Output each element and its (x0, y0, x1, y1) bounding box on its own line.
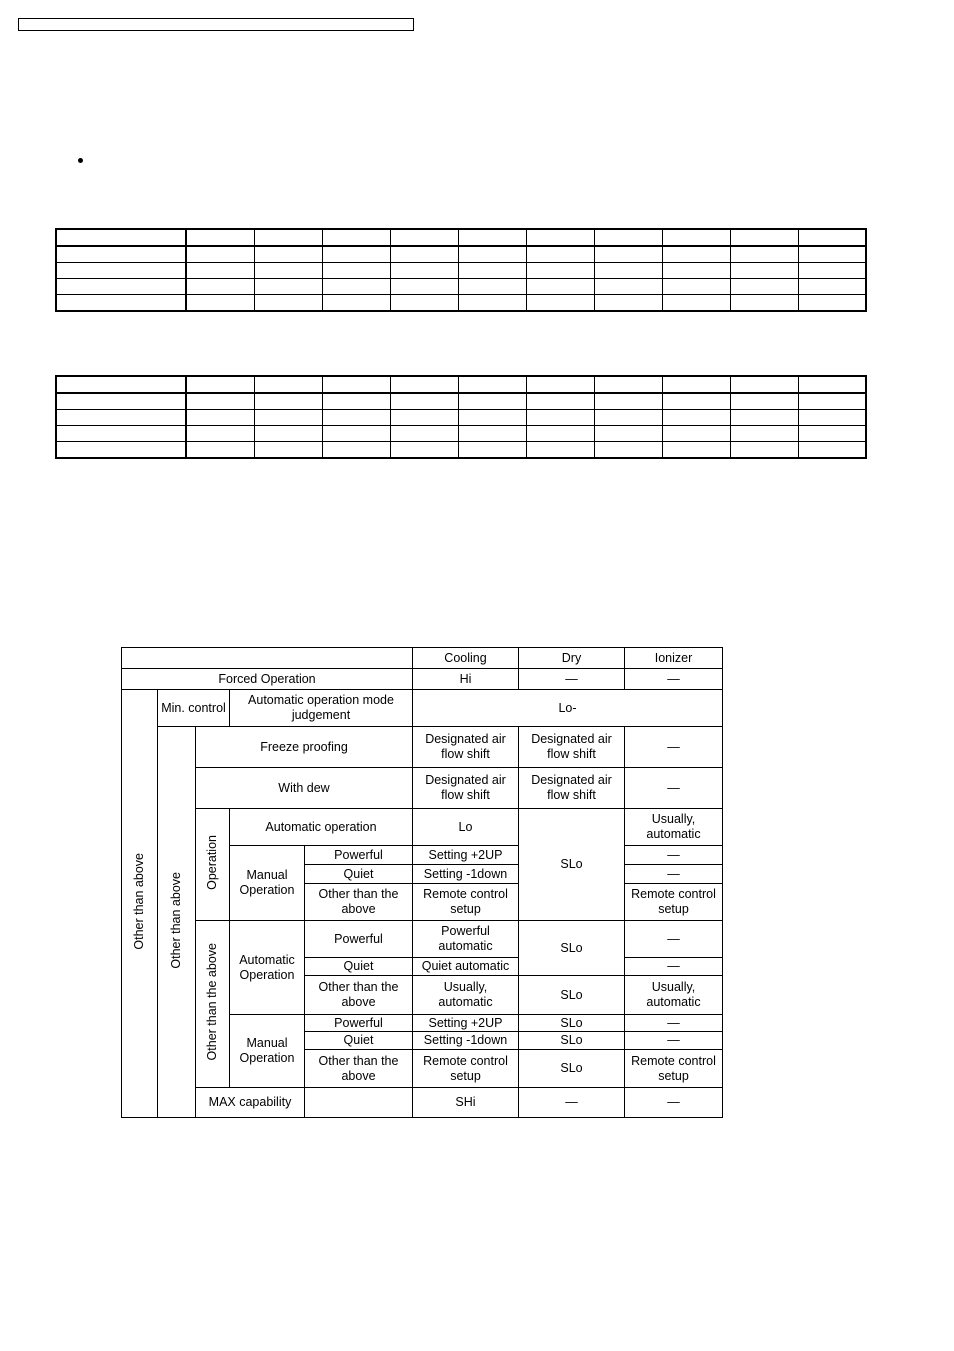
oo-other-cooling: Usually, automatic (413, 976, 519, 1015)
manual-operation-label: Manual Operation (230, 846, 305, 921)
forced-dry: — (519, 669, 625, 690)
op-powerful-ionizer: — (625, 846, 723, 865)
max-ionizer: — (625, 1088, 723, 1118)
header-ionizer: Ionizer (625, 648, 723, 669)
automatic-operation-label: Automatic operation (230, 809, 413, 846)
fan-speed-table (121, 647, 723, 1118)
header-blank (122, 648, 413, 669)
auto-op-ionizer: Usually, automatic (625, 809, 723, 846)
operation-group-label: Operation (196, 809, 230, 921)
max-cooling: SHi (413, 1088, 519, 1118)
m-quiet-ionizer: — (625, 1032, 723, 1050)
m-other-ionizer: Remote control setup (625, 1050, 723, 1088)
oo-auto-dry: SLo (519, 921, 625, 976)
op-powerful-cooling: Setting +2UP (413, 846, 519, 865)
freeze-dry: Designated air flow shift (519, 727, 625, 768)
bullet-point (78, 158, 83, 163)
empty-table-bottom (55, 375, 867, 459)
manual-operation-label-2: Manual Operation (230, 1015, 305, 1088)
operation-dry: SLo (519, 809, 625, 921)
m-other-cooling: Remote control setup (413, 1050, 519, 1088)
inner-group-label: Other than above (158, 727, 196, 1118)
op-other-ionizer: Remote control setup (625, 884, 723, 921)
oo-other-dry: SLo (519, 976, 625, 1015)
min-control-condition: Automatic operation mode judgement (230, 690, 413, 727)
freeze-proofing-label: Freeze proofing (196, 727, 413, 768)
m-quiet-label: Quiet (305, 1032, 413, 1050)
min-control-label: Min. control (158, 690, 230, 727)
max-dry: — (519, 1088, 625, 1118)
m-quiet-cooling: Setting -1down (413, 1032, 519, 1050)
oo-other-ionizer: Usually, automatic (625, 976, 723, 1015)
op-quiet-cooling: Setting -1down (413, 865, 519, 884)
oo-powerful-label: Powerful (305, 921, 413, 958)
freeze-cooling: Designated air flow shift (413, 727, 519, 768)
freeze-ionizer: — (625, 727, 723, 768)
other-op-group-label: Other than the above (196, 921, 230, 1088)
forced-operation-label: Forced Operation (122, 669, 413, 690)
oo-quiet-ionizer: — (625, 958, 723, 976)
automatic-operation-label-2: Automatic Operation (230, 921, 305, 1015)
oo-powerful-ionizer: — (625, 921, 723, 958)
m-powerful-label: Powerful (305, 1015, 413, 1032)
m-other-label: Other than the above (305, 1050, 413, 1088)
max-capability-label: MAX capability (196, 1088, 305, 1118)
op-other-cooling: Remote control setup (413, 884, 519, 921)
with-dew-label: With dew (196, 768, 413, 809)
op-quiet-label: Quiet (305, 865, 413, 884)
header-cooling: Cooling (413, 648, 519, 669)
op-other-label: Other than the above (305, 884, 413, 921)
m-other-dry: SLo (519, 1050, 625, 1088)
max-blank (305, 1088, 413, 1118)
dew-dry: Designated air flow shift (519, 768, 625, 809)
auto-op-cooling: Lo (413, 809, 519, 846)
forced-ionizer: — (625, 669, 723, 690)
outer-group-label: Other than above (122, 690, 158, 1118)
op-powerful-label: Powerful (305, 846, 413, 865)
min-control-value: Lo- (413, 690, 723, 727)
page-header-box (18, 18, 414, 31)
m-powerful-dry: SLo (519, 1015, 625, 1032)
oo-quiet-cooling: Quiet automatic (413, 958, 519, 976)
oo-quiet-label: Quiet (305, 958, 413, 976)
m-powerful-cooling: Setting +2UP (413, 1015, 519, 1032)
m-powerful-ionizer: — (625, 1015, 723, 1032)
op-quiet-ionizer: — (625, 865, 723, 884)
header-dry: Dry (519, 648, 625, 669)
forced-cooling: Hi (413, 669, 519, 690)
oo-other-label: Other than the above (305, 976, 413, 1015)
dew-ionizer: — (625, 768, 723, 809)
dew-cooling: Designated air flow shift (413, 768, 519, 809)
m-quiet-dry: SLo (519, 1032, 625, 1050)
oo-powerful-cooling: Powerful automatic (413, 921, 519, 958)
empty-table-top (55, 228, 867, 312)
